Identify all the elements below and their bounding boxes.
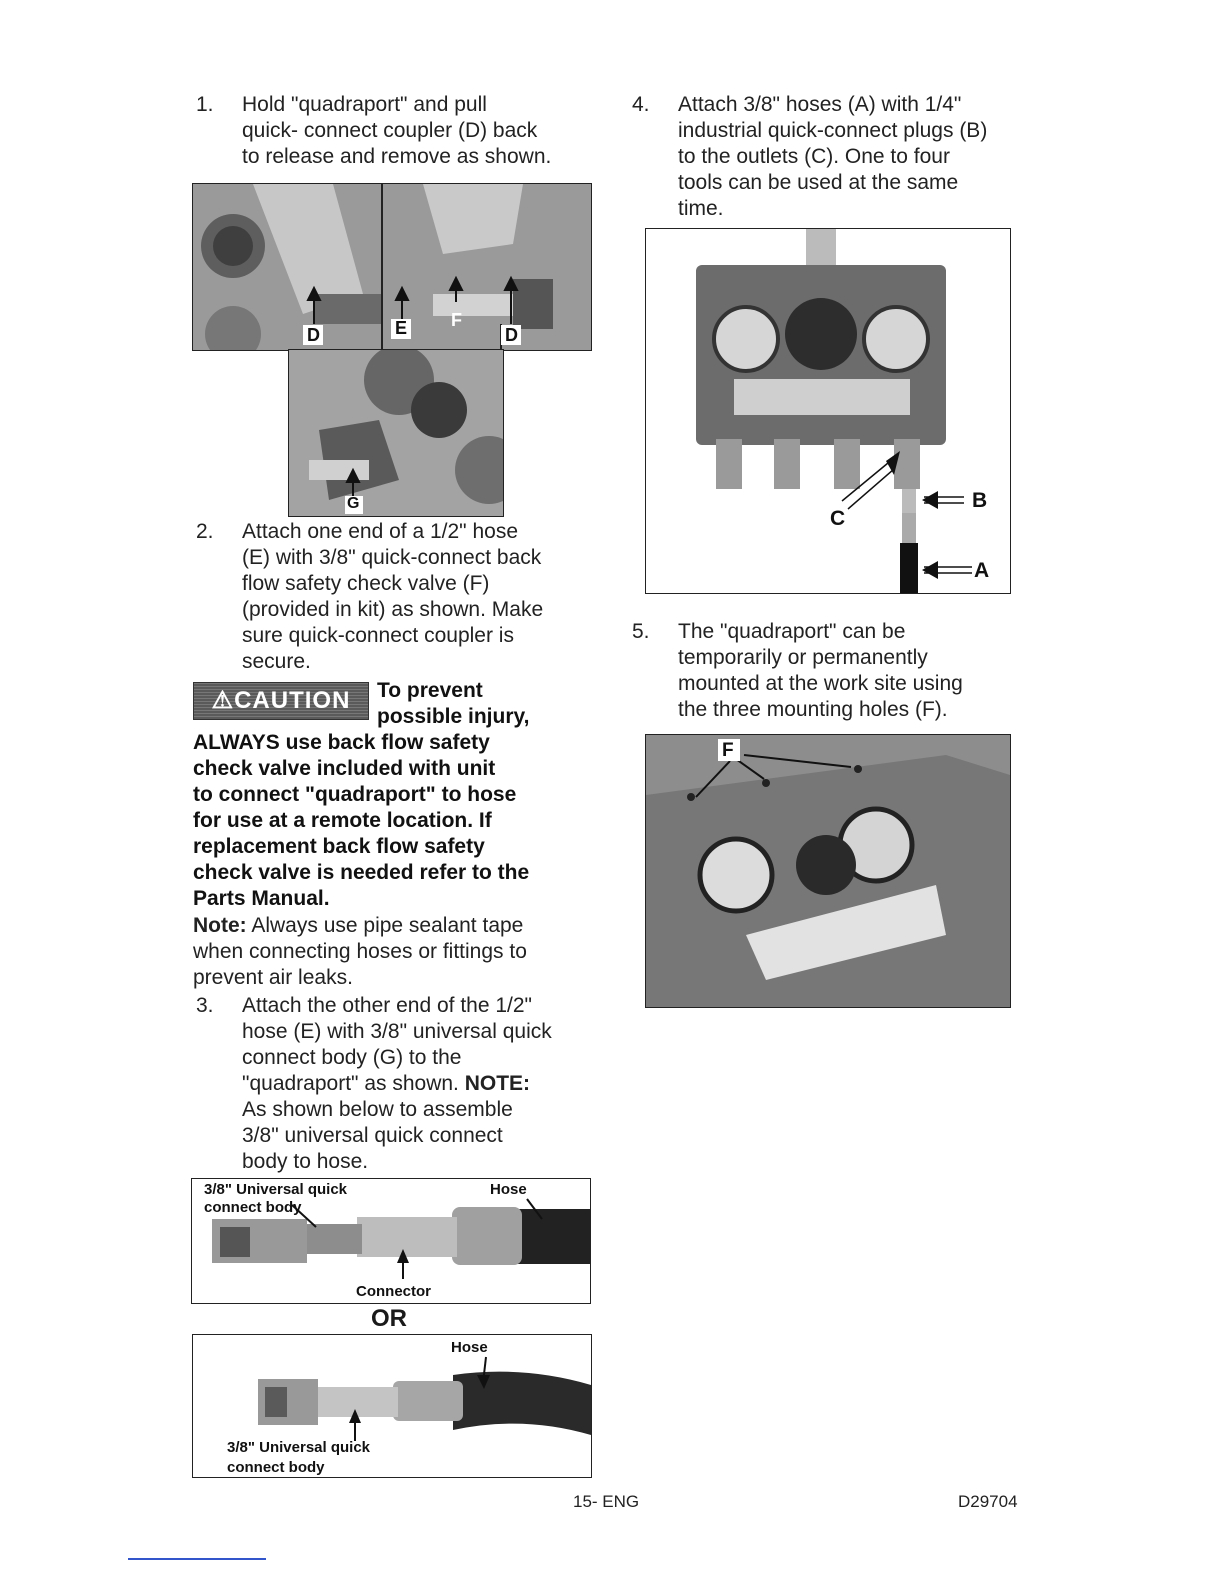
caution-line: check valve included with unit [193,757,496,780]
note-label: Note: [193,914,247,937]
footer-rule [128,1558,266,1560]
coupler-body-art [289,350,503,516]
step-line: As shown below to assemble [242,1098,513,1121]
mounting-holes-photo [645,734,1011,1008]
step-line: industrial quick-connect plugs (B) [678,119,988,142]
step-number: 2. [196,520,214,543]
connector-label: Connector [356,1283,431,1300]
step-text [242,519,543,675]
universal-body-label-2: connect body [204,1199,302,1216]
note-first-line [193,913,527,939]
label-g: G [347,495,360,512]
caution-heading-line: To prevent [377,679,483,702]
step-line [242,1071,552,1097]
label-a: A [974,559,990,582]
step-line: The "quadraport" can be [678,620,906,643]
hose-assembly-figure-2 [192,1334,592,1478]
step-number: 1. [196,93,214,116]
caution-badge: ⚠CAUTION [193,682,369,720]
step-text [242,92,551,170]
step-number: 4. [632,93,650,116]
document-code: D29704 [958,1492,1018,1511]
step-line: tools can be used at the same [678,171,959,194]
step-number: 3. [196,994,214,1017]
or-divider: OR [371,1305,407,1332]
step-line: Hold "quadraport" and pull [242,93,487,116]
step-number: 5. [632,620,650,643]
step-text [242,993,552,1175]
step-line: (E) with 3/8" quick-connect back [242,546,542,569]
caution-body [193,730,529,912]
note-text: Always use pipe sealant tape [246,914,524,937]
label-e: E [395,318,408,338]
step-line: (provided in kit) as shown. Make [242,598,544,621]
step-line: hose (E) with 3/8" universal quick [242,1020,552,1043]
hose-assembly-figure-1 [191,1178,591,1304]
step-line: connect body (G) to the [242,1046,462,1069]
caution-heading-line: possible injury, [377,705,530,728]
label-f-holes: F [722,740,734,761]
note-line: prevent air leaks. [193,966,353,989]
step-line: the three mounting holes (F). [678,698,948,721]
step-line: flow safety check valve (F) [242,572,490,595]
caution-heading [377,678,529,730]
step-line: Attach the other end of the 1/2" [242,994,532,1017]
universal-body-label-4: connect body [227,1459,325,1476]
step-line: body to hose. [242,1150,369,1173]
coupler-body-photo [288,349,504,517]
note-block [193,913,527,991]
label-b: B [972,489,988,512]
step-line: secure. [242,650,311,673]
caution-line: ALWAYS use back flow safety [193,731,490,754]
caution-line: Parts Manual. [193,887,330,910]
mounting-holes-art [646,735,1010,1007]
note-inline-label: NOTE: [464,1072,531,1095]
caution-line: replacement back flow safety [193,835,485,858]
page-number: 15- ENG [573,1492,640,1511]
step-line: quick- connect coupler (D) back [242,119,538,142]
quadraport-outlets-figure [645,228,1011,594]
caution-line: to connect "quadraport" to hose [193,783,517,806]
step-line: temporarily or permanently [678,646,928,669]
step-line: mounted at the work site using [678,672,963,695]
quadraport-art [646,229,1010,593]
step-line: to the outlets (C). One to four [678,145,950,168]
step-text [678,619,963,723]
label-f: F [451,310,462,330]
coupler-photo-art [193,184,591,350]
step-line: 3/8" universal quick connect [242,1124,503,1147]
coupler-removal-photo [192,183,592,351]
caution-line: for use at a remote location. If [193,809,492,832]
caution-line: check valve is needed refer to the [193,861,530,884]
hose-label-2: Hose [451,1339,488,1356]
step-line-part: "quadraport" as shown. [242,1072,465,1095]
step-line: Attach 3/8" hoses (A) with 1/4" [678,93,962,116]
step-line: sure quick-connect coupler is [242,624,514,647]
label-c: C [830,507,846,530]
note-line: when connecting hoses or fittings to [193,940,527,963]
step-text [678,92,987,222]
universal-body-label-3: 3/8" Universal quick [227,1439,371,1456]
label-d-2: D [505,325,518,345]
label-d: D [307,325,320,345]
step-line: to release and remove as shown. [242,145,552,168]
universal-body-label-1: 3/8" Universal quick [204,1181,348,1198]
hose-label: Hose [490,1181,527,1198]
step-line: time. [678,197,724,220]
step-line: Attach one end of a 1/2" hose [242,520,518,543]
